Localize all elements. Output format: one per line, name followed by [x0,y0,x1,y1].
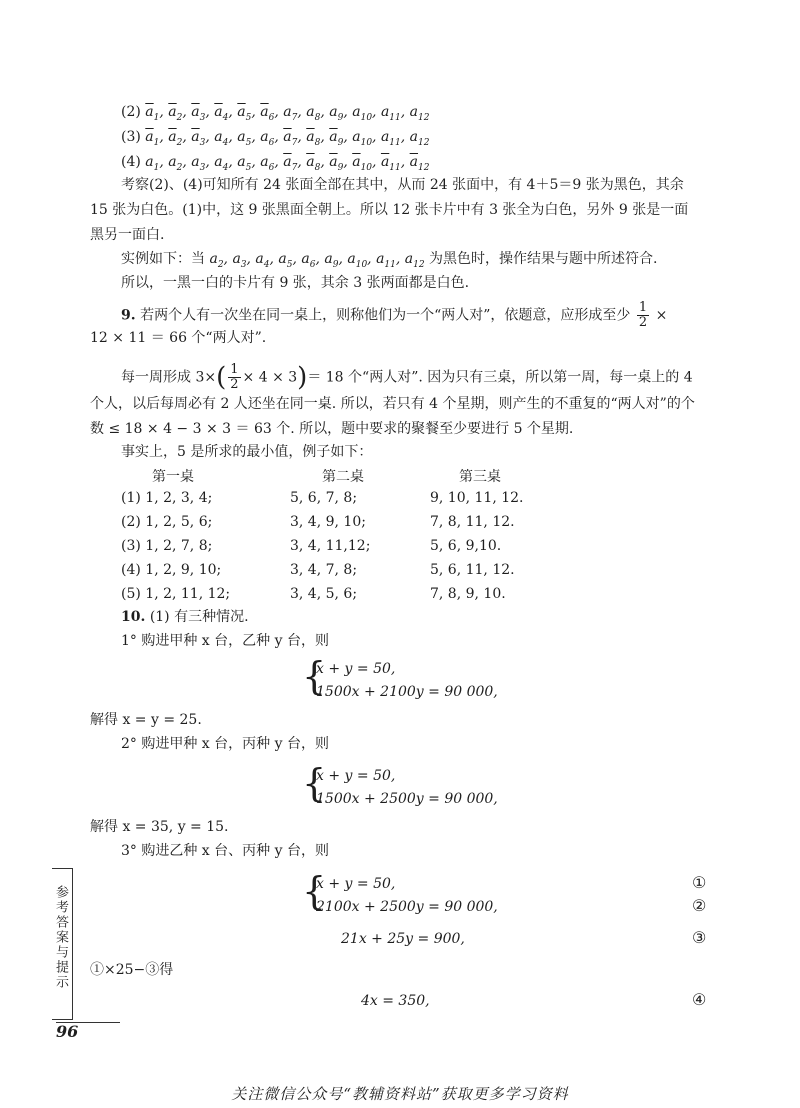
equation: x + y = 50, [316,661,396,677]
equation: 21x + 25y = 900, [341,931,465,947]
brace: { [302,761,327,805]
footer-note: 关注微信公众号“教辅资料站”获取更多学习资料 [231,1085,569,1103]
table-cell: (3) 1, 2, 7, 8; [121,538,213,554]
table-cell: 5, 6, 11, 12. [430,562,515,578]
solution-line: 解得 x = y = 25. [90,712,202,728]
paragraph-line: 15 张为白色。(1)中，这 9 张黑面全朝上。所以 12 张卡片中有 3 张全为白色，另外 9 张是一面 [90,202,689,218]
equation: 1500x + 2500y = 90 000, [316,791,498,807]
equation: x + y = 50, [316,876,396,892]
table-cell: 3, 4, 5, 6; [290,586,358,602]
table-cell: 3, 4, 11,12; [290,538,371,554]
paragraph-line: 每一周形成 3×( $\frac{1}{2}$ × 4 × 3)＝ 18 个“两人对”. 因为只有三桌，所以第一周，每一桌上的 4 [121,362,693,393]
table-cell: 7, 8, 9, 10. [430,586,506,602]
question-number: 9. [121,307,136,324]
equation: x + y = 50, [316,768,396,784]
operation-line: ①×25−③得 [90,962,174,978]
case-line: 2° 购进甲种 x 台，丙种 y 台，则 [121,736,329,752]
paragraph-line: 所以，一黑一白的卡片有 9 张，其余 3 张两面都是白色. [121,275,470,291]
paragraph-line: 事实上，5 是所求的最小值，例子如下： [121,444,373,460]
equation: 1500x + 2100y = 90 000, [316,684,498,700]
paragraph-line: 数 ≤ 18 × 4 − 3 × 3 ＝ 63 个. 所以，题中要求的聚餐至少要进行 5 个星期. [90,421,574,437]
page-number: 96 [56,1022,79,1041]
sequence-line-3: (3) $\overline{a}_1$, $\overline{a}_2$, $\overline{a}_3$, $a_4$, $a_5$, $a_6$, $\overline{a}_7$, $\overline{a}_8$, $\overline{a}_9$, $a_{10}$, $a_{11}$, $a_{12}$ [121,129,430,148]
case-line: 3° 购进乙种 x 台、丙种 y 台，则 [121,843,329,859]
table-cell: (5) 1, 2, 11, 12; [121,586,231,602]
question-number: 10. [121,609,146,625]
equation: 4x = 350, [361,993,430,1009]
table-header: 第二桌 [322,469,364,485]
table-cell: (4) 1, 2, 9, 10; [121,562,222,578]
equation-marker: ② [692,896,707,915]
table-cell: 7, 8, 11, 12. [430,514,515,530]
equation-marker: ③ [692,928,707,947]
fraction: $\frac{1}{2}$ [230,362,239,392]
equation: 2100x + 2500y = 90 000, [316,899,498,915]
fraction: $\frac{1}{2}$ [638,300,648,330]
table-cell: 5, 6, 7, 8; [290,490,358,506]
sequence-label: (4) [121,154,141,170]
case-line: 1° 购进甲种 x 台，乙种 y 台，则 [121,633,329,649]
paragraph-line: 考察(2)、(4)可知所有 24 张面全部在其中，从而 24 张面中，有 4＋5＝9 张为黑色，其余 [121,177,684,193]
paragraph-line: 个人，以后每周必有 2 人还坐在同一桌. 所以，若只有 4 个星期，则产生的不重复的“两人对”的个 [90,396,695,412]
brace: { [302,654,327,698]
question-9-line: 9. 若两个人有一次坐在同一桌上，则称他们为一个“两人对”，依题意，应形成至少 $\frac{1}{2}$ × [121,300,668,330]
brace: { [302,869,327,913]
table-cell: 9, 10, 11, 12. [430,490,524,506]
table-cell: 3, 4, 7, 8; [290,562,358,578]
sequence-label: (2) [121,104,141,120]
solution-line: 解得 x = 35, y = 15. [90,819,229,835]
table-header: 第三桌 [459,469,501,485]
sequence-line-4: (4) $a_1$, $a_2$, $a_3$, $a_4$, $a_5$, $a_6$, $\overline{a}_7$, $\overline{a}_8$, $\overline{a}_9$, $\overline{a}_{10}$, $\overline{a}_{11}$, $\overline{a}_{12}$ [121,154,430,173]
sidebar-label: 参考答案与提示 [53,885,68,990]
equation-marker: ① [692,873,707,892]
paragraph-line: 黑另一面白. [90,227,165,243]
paragraph-line: 实例如下：当 $a_2$, $a_3$, $a_4$, $a_5$, $a_6$, $a_9$, $a_{10}$, $a_{11}$, $a_{12}$ 为黑色时，操作结果与题中所述符合. [121,251,658,270]
question-10-line: 10. (1) 有三种情况. [121,609,249,625]
sequence-label: (3) [121,129,141,145]
table-cell: 3, 4, 9, 10; [290,514,366,530]
paragraph-line: 12 × 11 ＝ 66 个“两人对”. [90,330,267,346]
table-cell: (1) 1, 2, 3, 4; [121,490,213,506]
sequence-line-2: (2) $\overline{a}_1$, $\overline{a}_2$, $\overline{a}_3$, $\overline{a}_4$, $\overline{a}_5$, $\overline{a}_6$, $a_7$, $a_8$, $a_9$, $a_{10}$, $a_{11}$, $a_{12}$ [121,104,430,123]
table-header: 第一桌 [152,469,194,485]
table-cell: (2) 1, 2, 5, 6; [121,514,213,530]
table-cell: 5, 6, 9,10. [430,538,502,554]
equation-marker: ④ [692,990,707,1009]
